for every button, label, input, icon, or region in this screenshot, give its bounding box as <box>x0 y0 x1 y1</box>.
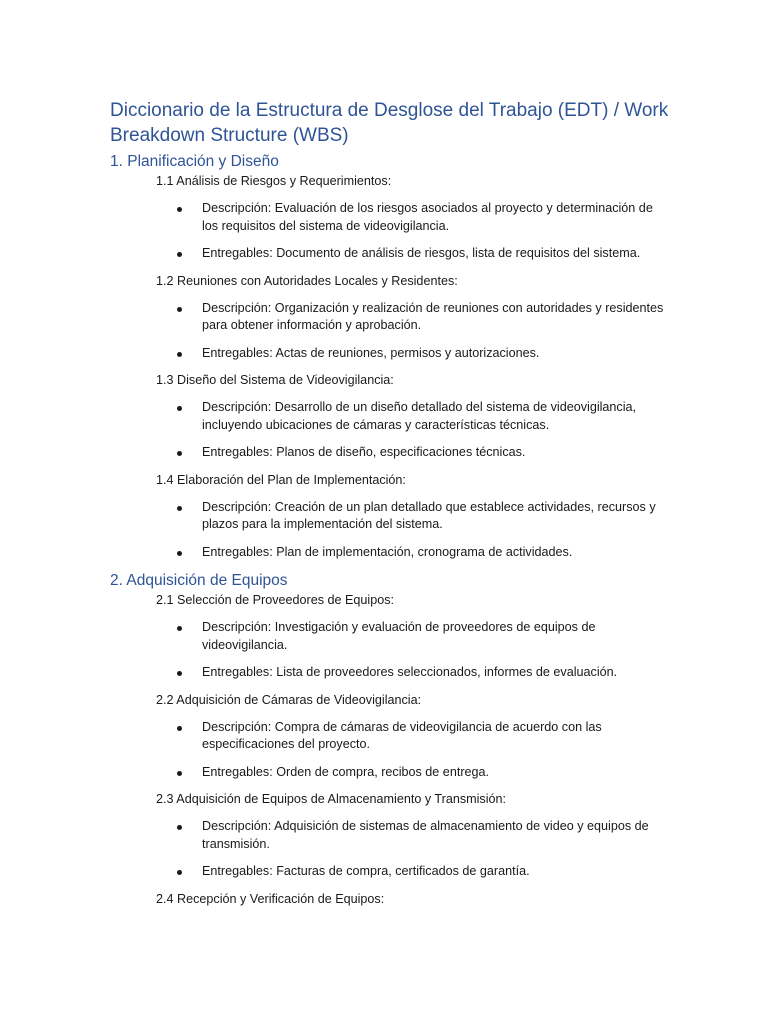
list-item-text: Descripción: Desarrollo de un diseño detallado del sistema de videovigilancia, incluyendo ubicaciones de cámaras y características técnicas. <box>202 400 637 432</box>
subsection-title: 1.3 Diseño del Sistema de Videovigilancia: <box>156 373 394 387</box>
bullet-list <box>110 719 670 782</box>
bullet-icon <box>177 252 182 257</box>
bullet-icon <box>177 207 182 212</box>
bullet-list <box>110 300 670 363</box>
list-item-text: Descripción: Creación de un plan detallado que establece actividades, recursos y plazos para la implementación del sistema. <box>202 499 656 531</box>
list-item <box>110 764 670 782</box>
bullet-list <box>110 619 670 682</box>
subsection-title: 1.1 Análisis de Riesgos y Requerimientos: <box>156 174 392 188</box>
list-item <box>110 619 670 654</box>
bullet-list <box>110 499 670 562</box>
bullet-icon <box>177 307 182 312</box>
bullet-icon <box>177 551 182 556</box>
list-item-text: Entregables: Plan de implementación, cronograma de actividades. <box>202 544 573 559</box>
list-item <box>110 300 670 335</box>
bullet-icon <box>177 870 182 875</box>
list-item-text: Entregables: Lista de proveedores seleccionados, informes de evaluación. <box>202 665 618 679</box>
subsection-1-3 <box>110 371 670 462</box>
bullet-icon <box>177 451 182 456</box>
bullet-icon <box>177 771 182 776</box>
section-heading: 2. Adquisición de Equipos <box>110 572 288 589</box>
list-item <box>110 818 670 853</box>
list-item-text: Descripción: Adquisición de sistemas de almacenamiento de video y equipos de transmisión. <box>202 819 649 851</box>
list-item-text: Descripción: Evaluación de los riesgos asociados al proyecto y determinación de los requisitos del sistema de videovigilancia. <box>202 201 653 233</box>
bullet-icon <box>177 506 182 511</box>
bullet-list <box>110 818 670 881</box>
bullet-icon <box>177 825 182 830</box>
bullet-icon <box>177 726 182 731</box>
document-title: Diccionario de la Estructura de Desglose del Trabajo (EDT) / Work Breakdown Structure (WBS) <box>110 100 669 146</box>
list-item-text: Descripción: Compra de cámaras de videovigilancia de acuerdo con las especificaciones del proyecto. <box>202 719 602 751</box>
list-item <box>110 544 670 562</box>
section-planificacion <box>110 152 670 561</box>
list-item-text: Entregables: Planos de diseño, especificaciones técnicas. <box>202 445 526 459</box>
list-item-text: Entregables: Documento de análisis de riesgos, lista de requisitos del sistema. <box>202 246 641 260</box>
bullet-list <box>110 399 670 462</box>
subsection-1-2 <box>110 272 670 363</box>
list-item-text: Entregables: Orden de compra, recibos de entrega. <box>202 764 490 779</box>
document-content <box>110 98 670 908</box>
list-item-text: Entregables: Facturas de compra, certificados de garantía. <box>202 864 530 878</box>
subsection-title: 2.3 Adquisición de Equipos de Almacenamiento y Transmisión: <box>156 792 507 806</box>
list-item <box>110 499 670 534</box>
bullet-icon <box>177 406 182 411</box>
subsection-title: 2.4 Recepción y Verificación de Equipos: <box>156 891 385 906</box>
list-item <box>110 200 670 235</box>
bullet-icon <box>177 626 182 631</box>
list-item <box>110 664 670 682</box>
list-item <box>110 863 670 881</box>
subsection-2-1 <box>110 591 670 682</box>
subsection-title: 1.2 Reuniones con Autoridades Locales y Residentes: <box>156 273 458 288</box>
list-item <box>110 444 670 462</box>
subsection-title: 1.4 Elaboración del Plan de Implementación: <box>156 472 406 487</box>
section-heading: 1. Planificación y Diseño <box>110 153 279 170</box>
section-adquisicion <box>110 571 670 908</box>
list-item-text: Entregables: Actas de reuniones, permisos y autorizaciones. <box>202 345 540 360</box>
list-item <box>110 245 670 263</box>
bullet-icon <box>177 352 182 357</box>
list-item <box>110 345 670 363</box>
list-item <box>110 719 670 754</box>
list-item-text: Descripción: Organización y realización de reuniones con autoridades y residentes para obtener información y aprobación. <box>202 300 664 332</box>
subsection-2-2 <box>110 691 670 782</box>
subsection-2-3 <box>110 790 670 881</box>
list-item <box>110 399 670 434</box>
bullet-list <box>110 200 670 263</box>
subsection-1-1 <box>110 172 670 263</box>
subsection-1-4 <box>110 471 670 562</box>
subsection-title: 2.2 Adquisición de Cámaras de Videovigilancia: <box>156 692 422 707</box>
bullet-icon <box>177 671 182 676</box>
subsection-title: 2.1 Selección de Proveedores de Equipos: <box>156 593 395 607</box>
list-item-text: Descripción: Investigación y evaluación de proveedores de equipos de videovigilancia. <box>202 620 596 652</box>
subsection-2-4 <box>110 890 670 908</box>
